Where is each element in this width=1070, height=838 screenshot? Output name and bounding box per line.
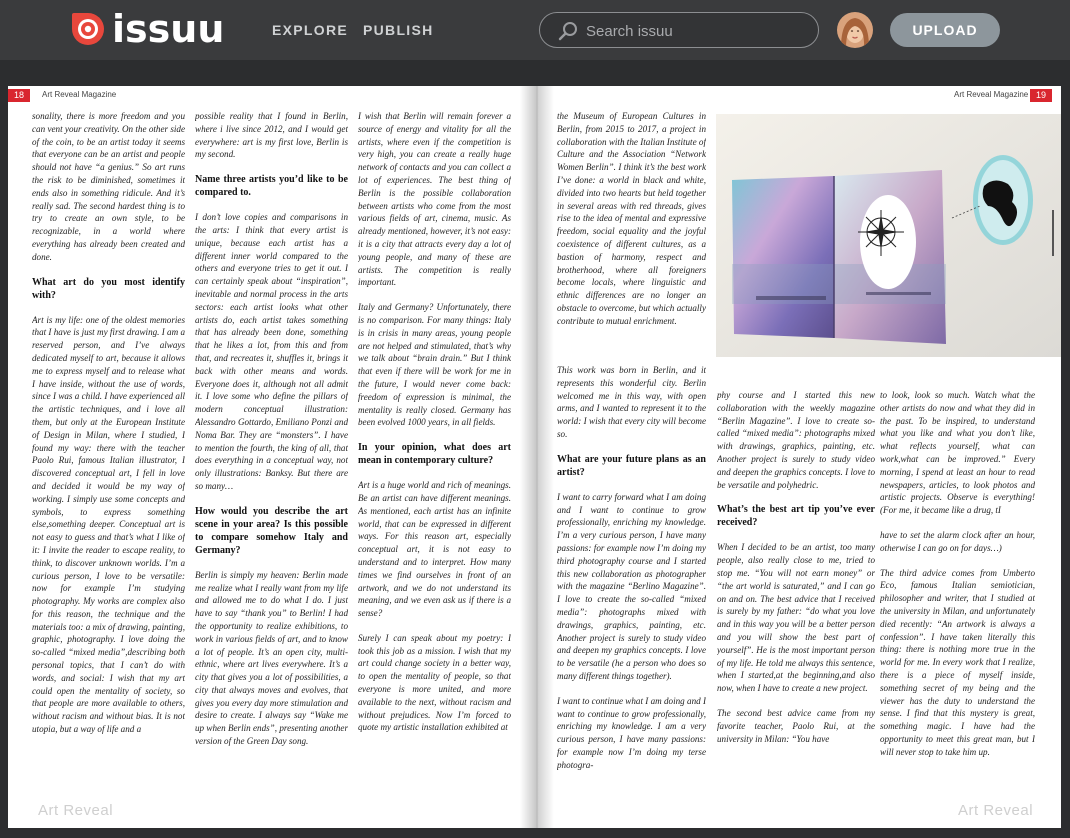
- article-paragraph: to look, look so much. Watch what the other artists do now and what they did in the past. To be inspired, to understand what you like and what you don’t like, what reflects yourself, what can work,what can be improved.” Every morning, I spend at least an hour to read newspapers, articles, to look photos and artistic projects. Observe is everything! (For me, it became like a drug, tI: [880, 390, 1035, 516]
- issuu-logo-icon: [70, 11, 106, 47]
- left-column-1: [32, 110, 185, 800]
- article-paragraph: Art is my life: one of the oldest memories that I have is just my first drawing. I am a reserved person, and I’ve always dedicated myself to art, because it allows me to express myself and to release what I have inside, without the use of words, since I was a child. I have experienced all the artistic techniques, and i love all them, but only at the European Institute of Design in Milan, where I studied, I found my way: there with the teacher Paolo Rui, famous Italian illustrator, I discovered conceptual art, I fell in love and decided it would be my way of working. I simply use some concepts and symbols, to express something else,something deeper. Conceptual art is not easy to guess and that’s what I like of it: I invite the reader to escape reality, to think, to discover unknown worlds. I’m a curious person, I love to be versatile: now for example I’m studying photography. My works are complex also for this reason, the technique and the materials too: a mix of drawing, painting, graphic, photography. I love doing the so-called “mixed media”,describing both personal topics, that I can’t do with words, and social: I wish that my art could open the mentality of society, so that people are more available to others, without racism and without bias. It is not utopia, but a way of life and a: [32, 314, 185, 735]
- article-paragraph: Berlin is simply my heaven: Berlin made me realize what I really want from my life and allowed me to do what I do. I just have to say “thank you” to Berlin! I had the opportunity to realize exhibitions, to work in various fields of art, and to know a lot of people. It’s an open city, multi-ethnic, where art lives everywhere. It’s a city that gives you a lot of possibilities, a city that always moves and evolves, that gives you every day more stimulation and desire to create. I always say “Wake me up when Berlin ends”, presenting another version of the Green Day song.: [195, 569, 348, 747]
- right-page-number: 19: [1030, 89, 1052, 102]
- article-paragraph: Art is a huge world and rich of meanings. Be an artist can have different meanings. As mentioned, each artist has an infinite world, that can be expressed in different ways. For this reason art, especially conceptual art, it is not easy to understand and to interpret. How many times we find ourselves in front of an artwork, and we do not understand its meaning, and we even ask us if there is a sense?: [358, 480, 511, 619]
- logo-wordmark: issuu: [112, 7, 225, 51]
- article-paragraph: I want to continue what I am doing and I want to continue to grow professionally, enriching my knowledge. I am a very curious person, I have many passions: for example now I’m doing my terse photogra-: [557, 695, 706, 770]
- interview-question: What art do you most identify with?: [32, 276, 185, 301]
- avatar-image: [837, 12, 873, 48]
- right-column-1-top: [557, 110, 706, 350]
- search-input[interactable]: [586, 20, 806, 42]
- nav-explore-link[interactable]: EXPLORE: [272, 22, 349, 38]
- right-page-footer: Art Reveal: [958, 802, 1034, 819]
- page-gutter: [520, 86, 554, 828]
- article-paragraph: The third advice comes from Umberto Eco, famous Italian semiotician, philosopher and writer, that I studied at the university in Milan, and unfortunately died recently: “An artwork is always a confession”. I have taken literally this thing: there is nothing more true in the world for me. In every work that I realize, there is a piece of myself inside, something secret of my being and the viewer has the duty to understand the sense. I find that this mystery is great, something magic. I have had the opportunity to meet this great man, but I will never stop to take him up.: [880, 567, 1035, 757]
- search-box[interactable]: [539, 12, 819, 48]
- nav-publish-link[interactable]: PUBLISH: [363, 22, 434, 38]
- right-page-magazine-title: Art Reveal Magazine: [954, 90, 1029, 99]
- article-paragraph: Surely I can speak about my poetry: I took this job as a mission. I wish that my art could change society in a better way, to open the mentality of people, so that everyone is more united, and more available to the next, without racism and without prejudices. Now I’m forced to quote my artistic installation exhibited at: [358, 632, 511, 733]
- article-paragraph: possible reality that I found in Berlin, where i live since 2012, and I would get everywhere: art is my first love, Berlin is my second.: [195, 111, 348, 160]
- interview-question: In your opinion, what does art mean in contemporary culture?: [358, 442, 511, 467]
- article-paragraph: The second best advice came from my favorite teacher, Paolo Rui, at the university in Milan: “You have: [717, 707, 875, 744]
- left-column-2: [195, 110, 348, 800]
- interview-question: How would you describe the art scene in your area? Is this possible to compare somehow Italy and Germany?: [195, 505, 348, 556]
- artwork-illustration: [716, 114, 1061, 357]
- top-navigation-bar: [0, 0, 1070, 60]
- right-column-1-bottom: [557, 364, 706, 804]
- article-paragraph: I wish that Berlin will remain forever a source of energy and vitality for all the artists, where even if the competition is very high, you can create a really huge network of contacts and you can collect a lot of experiences. The best thing of Berlin is the possible collaboration between artists who come from the most various fields of art, cinema, music. As already mentioned, however, it’s not easy: it is a city that attracts every day a lot of young people, and many of these are artists. The competition is really important.: [358, 111, 511, 288]
- artwork-image: [716, 114, 1061, 357]
- magazine-spread[interactable]: [8, 86, 1061, 828]
- left-column-3: [358, 110, 511, 800]
- upload-button[interactable]: UPLOAD: [890, 13, 1000, 47]
- interview-question: Name three artists you’d like to be compared to.: [195, 174, 348, 199]
- article-paragraph: I don’t love copies and comparisons in the arts: I think that every artist is unique, because each artist has a different inner world compared to the others and everyone tries to get it out. I can certainly speak about “inspiration”, inevitable and normal process in the arts sectors: each artist looks what other artists do, each artist takes something that has already been done, something that he likes a lot, from this and from that, and recreates it, shuffles it, brings it back with other means and words. Everyone does it, although not all admit it. I love some who define the pillars of modern conceptual illustration: Alessandro Gottardo, Emiliano Ponzi and Noma Bar. They are “monsters”. I have to mention the fourth, the king of all, that does everything in a conceptual way, not only illustrations: Banksy. But there are so many…: [195, 212, 348, 491]
- user-avatar[interactable]: [837, 12, 873, 48]
- issuu-logo[interactable]: [70, 7, 225, 51]
- article-paragraph: sonality, there is more freedom and you can vent your creativity. On the other side of the coin, to be an artist today it seems that everyone can be an artist and people should not have “a genius.” So art runs the risk to be diminished, sometimes it ends also in something ridicule. And it’s really sad. The second hardest thing is to try to create an own style, to be recognizable, in a world where everything has already been created and done.: [32, 111, 185, 262]
- left-page-footer: Art Reveal: [38, 802, 114, 819]
- right-column-2: [717, 389, 875, 801]
- left-page-magazine-title: Art Reveal Magazine: [42, 90, 117, 99]
- right-column-3: [880, 389, 1035, 801]
- article-paragraph: the Museum of European Cultures in Berlin, from 2015 to 2017, a project in collaboration with the Italian Institute of Culture and the Association “Network Women Berlin”. I think it’s the best work I’ve done: a world in black and white, divided into two hearts but held together in several areas with red threads, gives rise to the idea of mental and expressive freedom, social equality and the joyful coexistence of different cultures, as a bastion of harmony, respect and brotherhood, where all foreigners become locals, where linguistic and ethnic differences are no longer an obstacle to overcome, but which actually contribute to mutual enrichment.: [557, 111, 706, 326]
- article-paragraph: I want to carry forward what I am doing and I want to continue to grow professionally, enriching my knowledge. I’m a very curious person, I have many passions: for example now I’m doing my third photography course and I started this new collaboration as photographer with the magazine “Berlino Magazine”. I love to create the so-called “mixed media”: photographs mixed with drawings, graphics, painting, etc. Another project is surely to study video and deepen my graphics concepts. I love to be versatile (he a person who does so many different things together).: [557, 491, 706, 681]
- search-icon: [558, 21, 578, 41]
- article-paragraph: have to set the alarm clock after an hour, otherwise I can go on for days…): [880, 529, 1035, 553]
- article-paragraph: When I decided to be an artist, too many people, also really close to me, tried to stop me. “You will not earn money” or “the art world is saturated,” and I can go on and on. The best advice that I received is surely by my father: “do what you love and in this way you will be a better person and you will show the best part of yourself”. He is the most important person of my life. He told me always this sentence, when I started,at the beginning,and also now, when I have to create a new project.: [717, 542, 875, 694]
- interview-question: What are your future plans as an artist?: [557, 453, 706, 478]
- interview-question: What’s the best art tip you’ve ever received?: [717, 504, 875, 529]
- article-paragraph: Italy and Germany? Unfortunately, there is no comparison. For many things: Italy is in crisis in many areas, young people are not helped and stimulated, that’s why we talk about “brain drain.” But I think that even if there will be work for me in the future, I would never come back: freedom of expression is minimal, the mentality is really closed. Germany has been evolved 1000 years, in all fields.: [358, 302, 511, 428]
- article-paragraph: phy course and I started this new collaboration with the weekly magazine “Berlin Magazine”. I love to create so-called “mixed media”: photographs mixed with drawings, graphics, painting, etc. Another project is surely to study video and deepen the graphics concepts. I love to be versatile and polyhedric.: [717, 390, 875, 490]
- left-page-number: 18: [8, 89, 30, 102]
- article-paragraph: This work was born in Berlin, and it represents this wonderful city. Berlin welcomed me in this way, with open arms, and I wanted to represent it to the world: I wish that every city will become so.: [557, 365, 706, 439]
